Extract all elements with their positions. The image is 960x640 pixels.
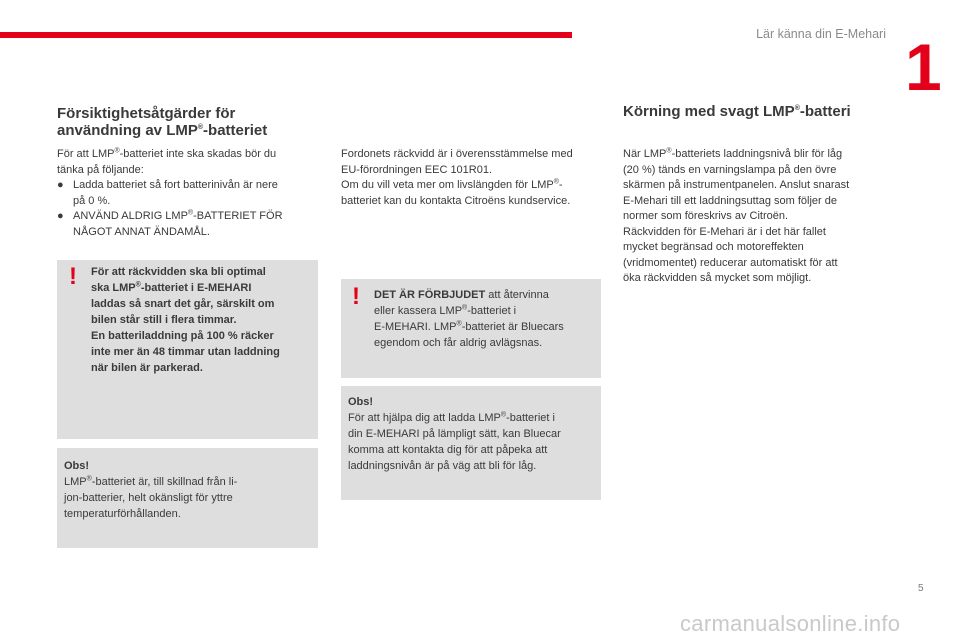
warning-exclamation-icon: ! [69, 263, 77, 290]
list-item: ● Ladda batteriet så fort batterinivån är nere [57, 178, 283, 194]
chapter-title: Lär känna din E-Mehari [756, 27, 886, 41]
warning-exclamation-icon: ! [352, 283, 360, 310]
bullet-icon: ● [57, 210, 64, 222]
chapter-accent-bar [0, 32, 572, 38]
bullet-icon: ● [57, 179, 64, 191]
warning-text-recycle: DET ÄR FÖRBJUDET att återvinna eller kassera LMP®-batteriet i E-MEHARI. LMP®-batteriet är Bluecars egendom och får aldrig avlägsnas. [374, 289, 564, 349]
note-text-temperature: Obs! LMP®-batteriet är, till skillnad från li- jon-batterier, helt okänsligt för yttre temperaturförhållanden. [64, 460, 238, 520]
section-heading-precautions: Försiktighetsåtgärder för användning av LMP®-batteriet [57, 105, 268, 139]
list-item: ● ANVÄND ALDRIG LMP®-BATTERIET FÖR [57, 209, 283, 225]
warning-text-charge: För att räckvidden ska bli optimal ska LMP®-batteriet i E-MEHARI laddas så snart det går, särskilt om bilen står still i flera timmar. En batteriladdning på 100 % räcker inte mer än 48 timmar utan laddning när bilen är parkerad. [91, 266, 280, 374]
note-text-bluecar: Obs! För att hjälpa dig att ladda LMP®-batteriet i din E-MEHARI på lämpligt sätt, kan Bluecar komma att kontakta dig för att påpeka att laddningsnivån är på väg att bli för låg. [348, 396, 561, 472]
range-text: Fordonets räckvidd är i överensstämmelse med EU-förordningen EEC 101R01. Om du vill veta mer om livslängden för LMP®- batteriet kan du kontakta Citroëns kundservice. [341, 148, 573, 207]
section-heading-low-battery: Körning med svagt LMP®-batteri [623, 103, 851, 120]
chapter-number: 1 [905, 30, 942, 104]
page-number: 5 [918, 583, 924, 594]
watermark: carmanualsonline.info [680, 611, 901, 636]
low-battery-text: När LMP®-batteriets laddningsnivå blir för låg (20 %) tänds en varningslampa på den övre skärmen på instrumentpanelen. Anslut snarast E-Mehari till ett laddningsuttag som följer de normer som föreskrivs av Citroën. Räckvidden för E-Mehari är i det här fallet mycket begränsad och motoreffekten (vridmomentet) reducerar automatiskt för att öka räckvidden så mycket som möjligt. [623, 147, 850, 284]
precautions-text: För att LMP®-batteriet inte ska skadas bör du tänka på följande: ● Ladda batteriet så fort batterinivån är nere på 0 %. ● ANVÄND ALDRIG LMP®-BATTERIET FÖR NÅGOT ANNAT ÄNDAMÅL. [57, 147, 283, 238]
